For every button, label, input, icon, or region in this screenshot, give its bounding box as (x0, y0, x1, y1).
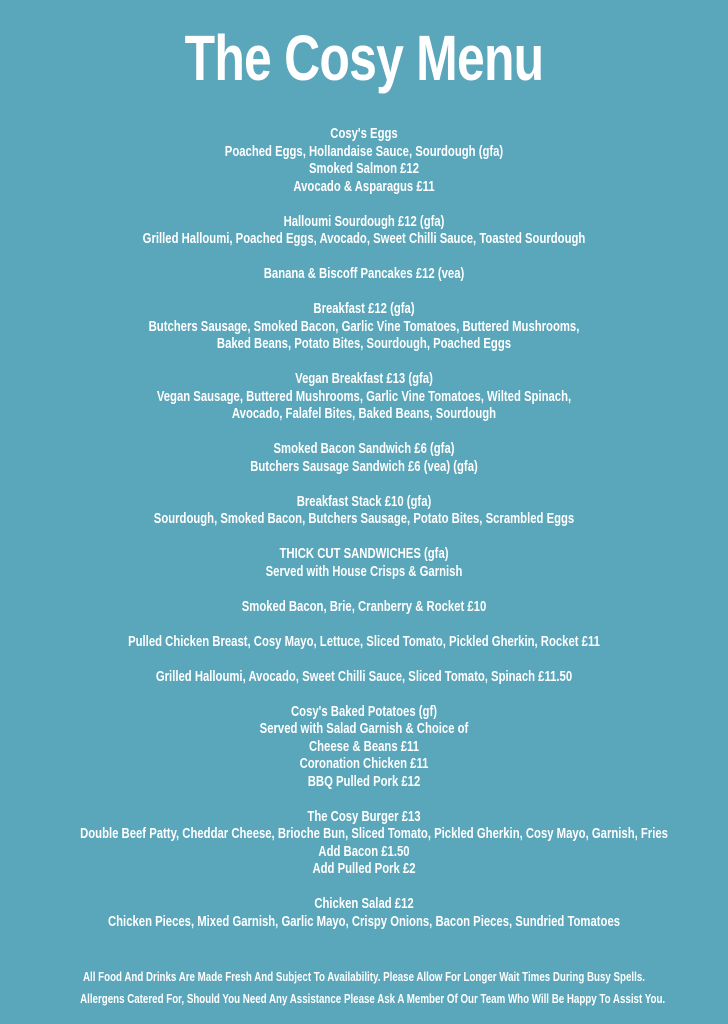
section-gap (0, 651, 728, 669)
footer-notes (0, 966, 728, 1010)
menu-item-heading: THICK CUT SANDWICHES (gfa) (279, 546, 449, 562)
menu-item-line: Baked Beans, Potato Bites, Sourdough, Poached Eggs (216, 336, 512, 352)
menu-section (0, 371, 728, 424)
menu-item-heading: Breakfast £12 (gfa) (313, 301, 415, 317)
menu-item-heading: Banana & Biscoff Pancakes £12 (vea) (263, 266, 465, 282)
menu-section (0, 546, 728, 581)
section-gap (0, 249, 728, 267)
section-gap (0, 529, 728, 547)
menu-item-line: Coronation Chicken £11 (299, 756, 429, 772)
menu-section (0, 809, 728, 879)
menu-section (0, 704, 728, 792)
menu-item-heading: Halloumi Sourdough £12 (gfa) (283, 213, 445, 230)
section-gap (0, 424, 728, 442)
menu-item-heading: Vegan Breakfast £13 (gfa) (295, 371, 433, 387)
section-gap (0, 196, 728, 214)
menu-item-line: Cheese & Beans £11 (308, 738, 420, 755)
menu-item-line: Poached Eggs, Hollandaise Sauce, Sourdough (gfa) (224, 143, 504, 160)
menu-item-line: Avocado & Asparagus £11 (293, 178, 435, 195)
menu-section (0, 126, 728, 196)
section-gap (0, 616, 728, 634)
section-gap (0, 879, 728, 897)
menu-item-line: Smoked Salmon £12 (308, 161, 420, 177)
page-title: The Cosy Menu (184, 22, 544, 94)
menu-section (0, 214, 728, 249)
menu-item-heading: Smoked Bacon, Brie, Cranberry & Rocket £10 (241, 598, 487, 615)
section-gap (0, 354, 728, 372)
section-gap (0, 284, 728, 302)
menu-item-heading: Grilled Halloumi, Avocado, Sweet Chilli Sauce, Sliced Tomato, Spinach £11.50 (155, 668, 573, 685)
menu-item-line: Vegan Sausage, Buttered Mushrooms, Garlic Vine Tomatoes, Wilted Spinach, (156, 388, 572, 405)
menu-section (0, 266, 728, 284)
menu-item-heading: The Cosy Burger £13 (307, 808, 421, 825)
menu-item-line: Butchers Sausage Sandwich £6 (vea) (gfa) (250, 458, 478, 475)
section-gap (0, 476, 728, 494)
menu-section (0, 441, 728, 476)
menu-item-line: Double Beef Patty, Cheddar Cheese, Brioche Bun, Sliced Tomato, Pickled Gherkin, Cosy Mayo, Garnish, Fries (80, 826, 668, 842)
menu-item-line: Add Pulled Pork £2 (312, 861, 416, 877)
footer-availability-note: All Food And Drinks Are Made Fresh And Subject To Availability. Please Allow For Longer Wait Times During Busy Spells. (83, 970, 645, 984)
menu-item-line: Avocado, Falafel Bites, Baked Beans, Sourdough (231, 406, 497, 422)
menu-item-line: Butchers Sausage, Smoked Bacon, Garlic Vine Tomatoes, Buttered Mushrooms, (148, 318, 580, 335)
menu-item-line: Served with House Crisps & Garnish (265, 563, 463, 580)
section-gap (0, 581, 728, 599)
menu-section (0, 599, 728, 617)
menu-item-line: Served with Salad Garnish & Choice of (259, 721, 469, 737)
menu-item-line: BBQ Pulled Pork £12 (307, 773, 421, 790)
menu-item-heading: Breakfast Stack £10 (gfa) (296, 493, 432, 510)
menu-item-heading: Pulled Chicken Breast, Cosy Mayo, Lettuce, Sliced Tomato, Pickled Gherkin, Rocket £11 (128, 633, 600, 650)
footer-allergen-note: Allergens Catered For, Should You Need Any Assistance Please Ask A Member Of Our Team Who Will Be Happy To Assist You. (80, 992, 666, 1006)
menu-item-line: Grilled Halloumi, Poached Eggs, Avocado, Sweet Chilli Sauce, Toasted Sourdough (142, 231, 586, 247)
menu-item-heading: Cosy's Eggs (330, 126, 398, 142)
menu-item-line: Sourdough, Smoked Bacon, Butchers Sausage, Potato Bites, Scrambled Eggs (153, 511, 575, 527)
section-gap (0, 686, 728, 704)
menu-section (0, 301, 728, 354)
section-gap (0, 791, 728, 809)
menu-item-line: Add Bacon £1.50 (318, 843, 410, 860)
menu-section (0, 896, 728, 931)
menu-item-heading: Cosy's Baked Potatoes (gf) (291, 703, 437, 720)
menu-list (0, 126, 728, 931)
menu-section (0, 494, 728, 529)
menu-item-line: Chicken Pieces, Mixed Garnish, Garlic Mayo, Crispy Onions, Bacon Pieces, Sundried Tomatoes (107, 913, 621, 930)
menu-section (0, 669, 728, 687)
menu-section (0, 634, 728, 652)
menu-item-heading: Smoked Bacon Sandwich £6 (gfa) (273, 441, 455, 457)
menu-item-heading: Chicken Salad £12 (314, 896, 414, 912)
